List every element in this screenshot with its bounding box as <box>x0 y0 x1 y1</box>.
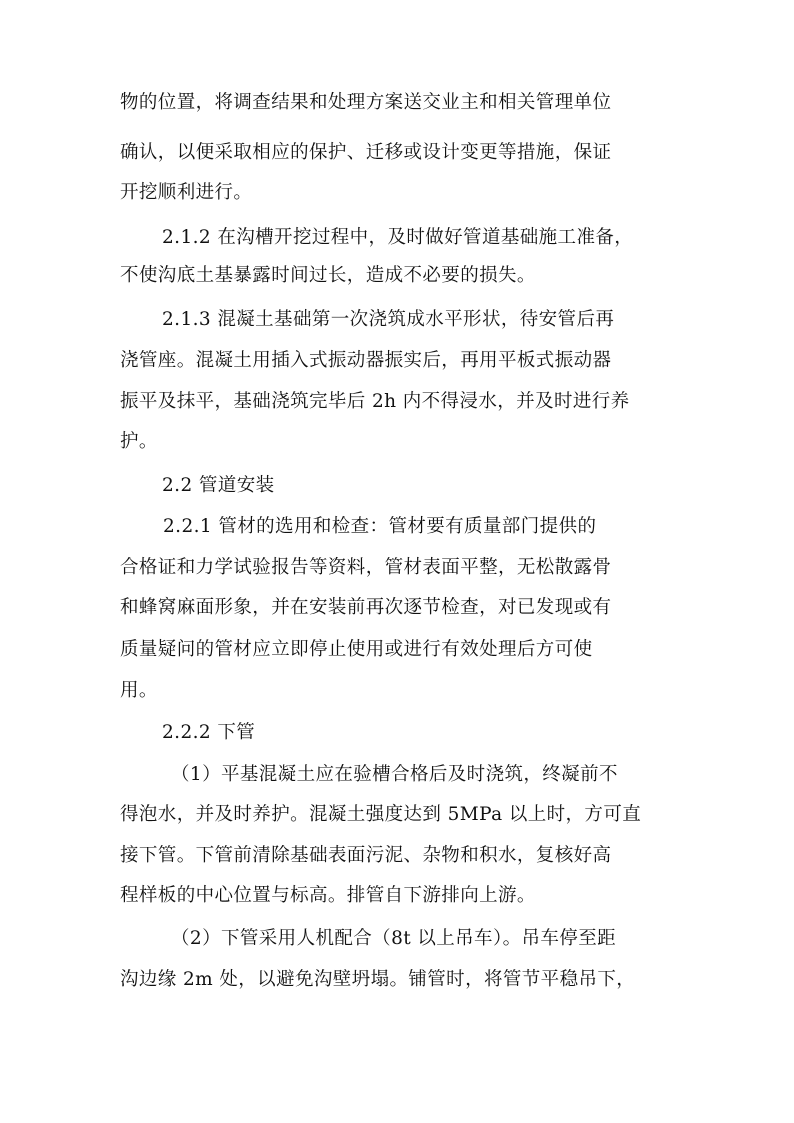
text-line: 物的位置，将调查结果和处理方案送交业主和相关管理单位 <box>120 92 612 113</box>
text-line: 接下管。下管前清除基础表面污泥、杂物和积水，复核好高 <box>120 845 612 866</box>
list-item-2: （2）下管采用人机配合（8t 以上吊车）。吊车停至距 <box>171 928 617 949</box>
section-heading-2-1-2: 2.1.2 在沟槽开挖过程中，及时做好管道基础施工准备， <box>162 227 634 248</box>
text-line: 振平及抹平，基础浇筑完毕后 2h 内不得浸水，并及时进行养 <box>120 391 630 412</box>
text-line: 质量疑问的管材应立即停止使用或进行有效处理后方可使 <box>120 639 593 660</box>
section-heading-2-2-1: 2.2.1 管材的选用和检查：管材要有质量部门提供的 <box>163 516 597 537</box>
text-line: 不使沟底土基暴露时间过长，造成不必要的损失。 <box>120 265 536 286</box>
text-line: 开挖顺利进行。 <box>120 182 253 203</box>
text-line: 程样板的中心位置与标高。排管自下游排向上游。 <box>120 885 536 906</box>
section-heading-2-2-2: 2.2.2 下管 <box>162 722 256 743</box>
text-line: 和蜂窝麻面形象，并在安装前再次逐节检查，对已发现或有 <box>120 597 612 618</box>
text-line: 护。 <box>120 431 158 452</box>
text-line: 浇管座。混凝土用插入式振动器振实后，再用平板式振动器 <box>120 350 612 371</box>
text-line: 得泡水，并及时养护。混凝土强度达到 5MPa 以上时，方可直 <box>120 804 642 825</box>
text-line: 用。 <box>120 680 158 701</box>
text-line: 合格证和力学试验报告等资料，管材表面平整，无松散露骨 <box>120 557 612 578</box>
section-heading-2-2: 2.2 管道安装 <box>162 475 275 496</box>
text-line: 沟边缘 2m 处，以避免沟壁坍塌。铺管时，将管节平稳吊下， <box>120 969 636 990</box>
text-line: 确认，以便采取相应的保护、迁移或设计变更等措施，保证 <box>120 142 612 163</box>
list-item-1: （1）平基混凝土应在验槽合格后及时浇筑，终凝前不 <box>171 764 618 785</box>
section-heading-2-1-3: 2.1.3 混凝土基础第一次浇筑成水平形状，待安管后再 <box>162 309 615 330</box>
